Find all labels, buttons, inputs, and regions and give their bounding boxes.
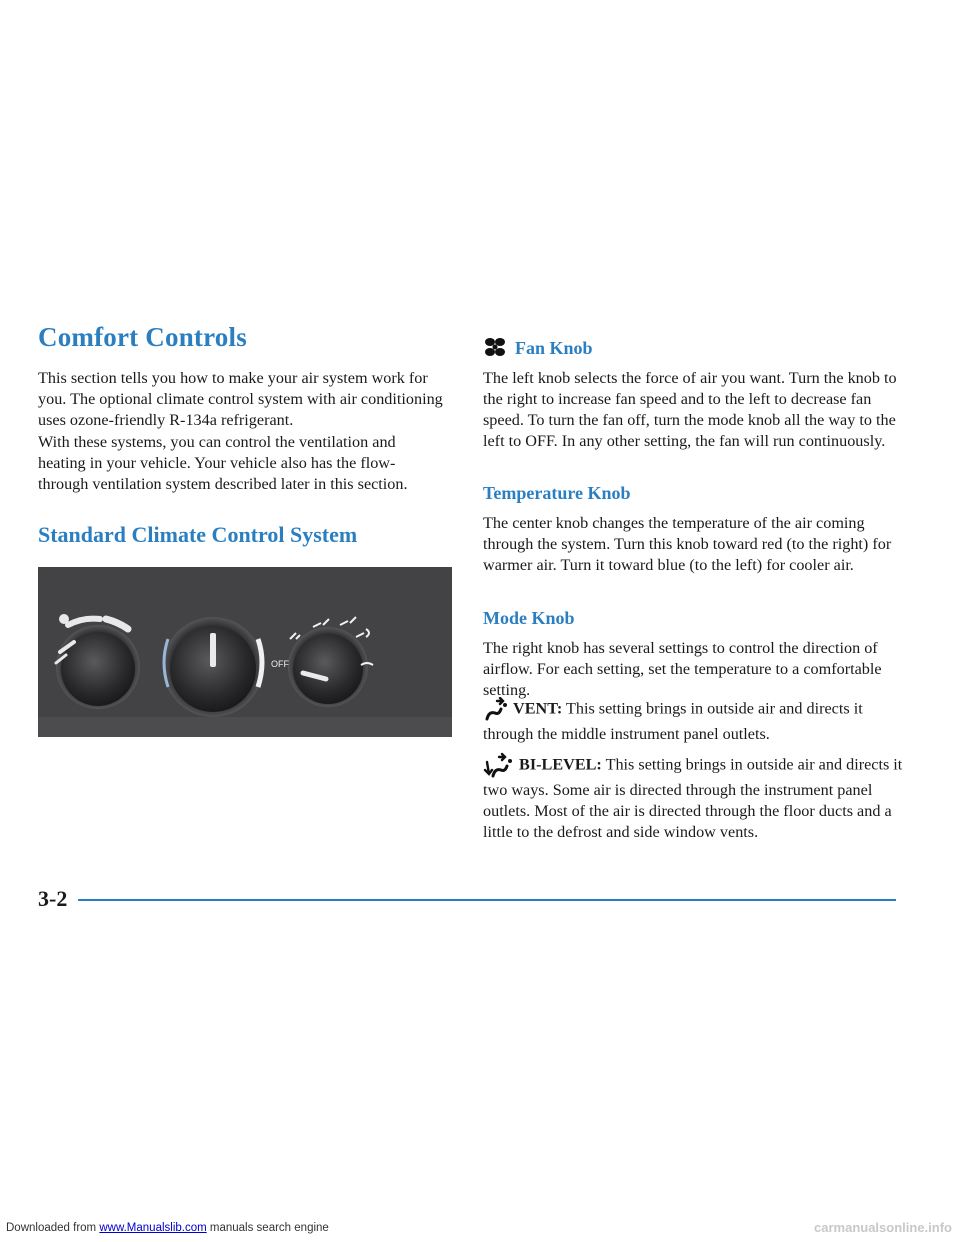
vent-paragraph bbox=[483, 697, 903, 745]
vent-icon bbox=[483, 697, 509, 723]
vent-text: This setting brings in outside air and directs it through the middle instrument panel outlets. bbox=[483, 699, 863, 743]
page-title: Comfort Controls bbox=[38, 322, 247, 352]
intro-paragraph-1: This section tells you how to make your air system work for you. The optional climate control system with air conditioning uses ozone-friendly R-134a refrigerant. bbox=[38, 369, 443, 429]
vent-label: VENT: bbox=[513, 699, 563, 718]
bilevel-text: This setting brings in outside air and directs it two ways. Some air is directed through the instrument panel outlets. Most of the air is directed through the floor ducts and a little to the defrost and side window vents. bbox=[483, 755, 903, 841]
section-title: Standard Climate Control System bbox=[38, 522, 358, 547]
climate-control-photo bbox=[38, 567, 452, 737]
temperature-knob-text: The center knob changes the temperature of the air coming through the system. Turn this knob toward red (to the right) for warmer air. Turn it toward blue (to the left) for cooler air. bbox=[483, 514, 892, 574]
download-credit-suffix: manuals search engine bbox=[206, 1222, 329, 1234]
bilevel-paragraph bbox=[483, 752, 903, 843]
bilevel-icon bbox=[483, 752, 515, 780]
page-number: 3-2 bbox=[38, 886, 68, 911]
footer-rule bbox=[78, 899, 896, 901]
fan-icon bbox=[483, 336, 507, 358]
bilevel-label: BI-LEVEL: bbox=[519, 755, 602, 774]
manualslib-link[interactable]: www.Manualslib.com bbox=[99, 1222, 207, 1234]
intro-paragraph-2: With these systems, you can control the ventilation and heating in your vehicle. Your vehicle also has the flow-through ventilation system described later in this section. bbox=[38, 433, 408, 493]
fan-knob-title: Fan Knob bbox=[515, 338, 593, 358]
mode-knob-title: Mode Knob bbox=[483, 608, 575, 628]
mode-knob-text: The right knob has several settings to control the direction of airflow. For each setting, set the temperature to a comfortable setting. bbox=[483, 639, 882, 699]
download-credit-prefix: Downloaded from bbox=[6, 1222, 100, 1234]
fan-knob-text: The left knob selects the force of air you want. Turn the knob to the right to increase fan speed and to the left to decrease fan speed. To turn the fan off, turn the mode knob all the way to the left to OFF. In any other setting, the fan will run continuously. bbox=[483, 369, 897, 450]
site-watermark: carmanualsonline.info bbox=[814, 1220, 952, 1235]
temperature-knob-title: Temperature Knob bbox=[483, 483, 631, 503]
photo-off-label: OFF bbox=[271, 659, 289, 669]
download-credit bbox=[6, 1222, 329, 1234]
